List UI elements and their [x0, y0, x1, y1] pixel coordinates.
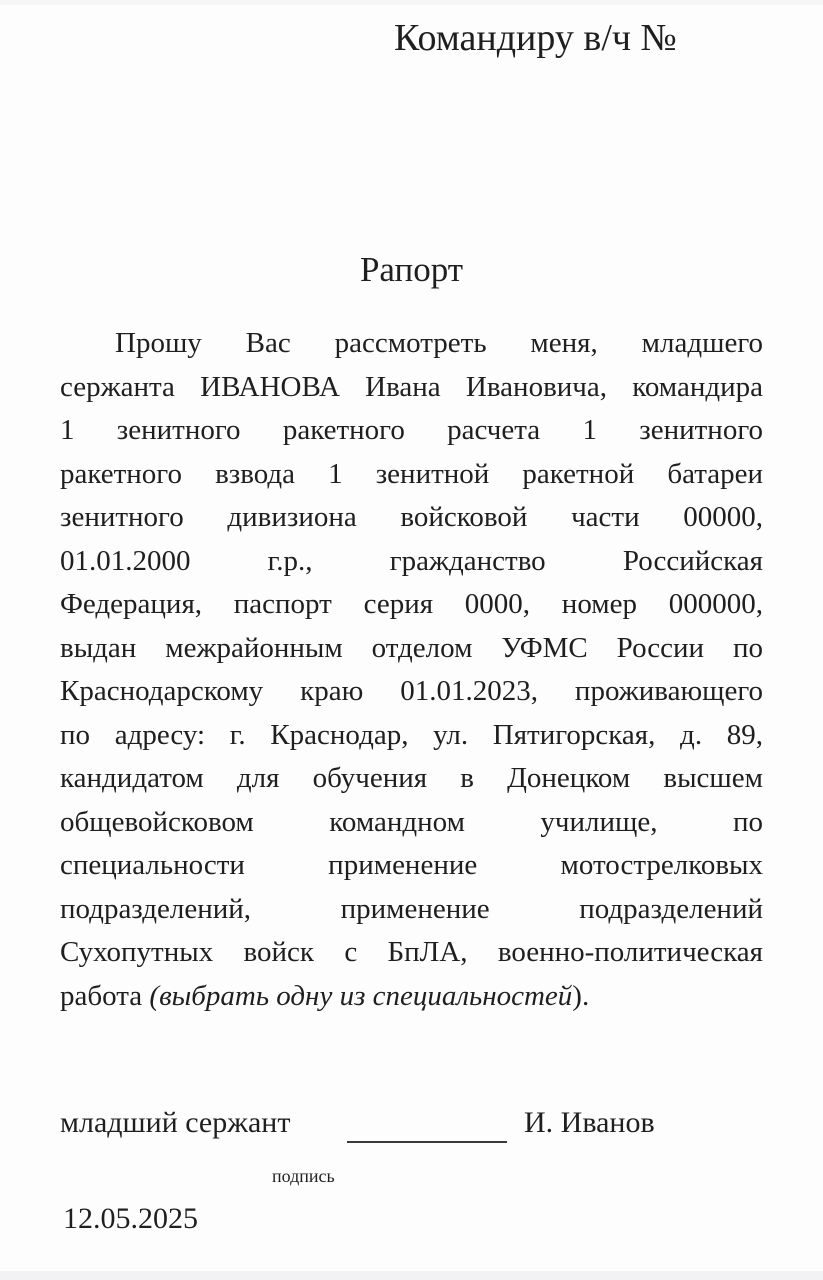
body-line: по адресу: г. Краснодар, ул. Пятигорская, д. 89, [60, 718, 763, 751]
top-edge-shadow [0, 0, 823, 5]
bottom-edge-shadow [0, 1271, 823, 1280]
body-text-normal: работа [60, 979, 150, 1012]
body-line: Краснодарскому краю 01.01.2023, проживающего [60, 675, 763, 707]
body-line: ракетного взвода 1 зенитной ракетной батареи [60, 457, 763, 490]
signature-name: И. Иванов [524, 1106, 655, 1139]
body-line-last [60, 975, 763, 1019]
body-line: подразделений, применение подразделений [60, 892, 763, 925]
body-line: 1 зенитного ракетного расчета 1 зенитного [60, 414, 763, 446]
addressee-line: Командиру в/ч № [394, 17, 677, 59]
signature-caption: подпись [272, 1166, 335, 1186]
body-line: выдан межрайонным отделом УФМС России по [60, 631, 763, 664]
body-line: Прошу Вас рассмотреть меня, младшего [115, 327, 763, 359]
body-line: сержанта ИВАНОВА Ивана Ивановича, командира [60, 370, 763, 403]
report-body [60, 322, 763, 1018]
body-text-italic: (выбрать одну из специальностей [149, 979, 573, 1012]
body-text-tail: ). [572, 979, 590, 1012]
body-line: Сухопутных войск с БпЛА, военно-политическая [60, 936, 763, 968]
report-title: Рапорт [359, 250, 464, 289]
signature-blank-line [347, 1141, 507, 1143]
body-line: зенитного дивизиона войсковой части 00000, [60, 501, 763, 533]
signature-rank: младший сержант [60, 1106, 291, 1139]
body-line: Федерация, паспорт серия 0000, номер 000000, [60, 588, 763, 620]
body-line: специальности применение мотострелковых [60, 849, 763, 881]
body-line: общевойсковом командном училище, по [60, 805, 763, 838]
report-date: 12.05.2025 [63, 1202, 198, 1235]
body-line: 01.01.2000 г.р., гражданство Российская [60, 544, 763, 577]
body-line: кандидатом для обучения в Донецком высшем [60, 762, 763, 794]
